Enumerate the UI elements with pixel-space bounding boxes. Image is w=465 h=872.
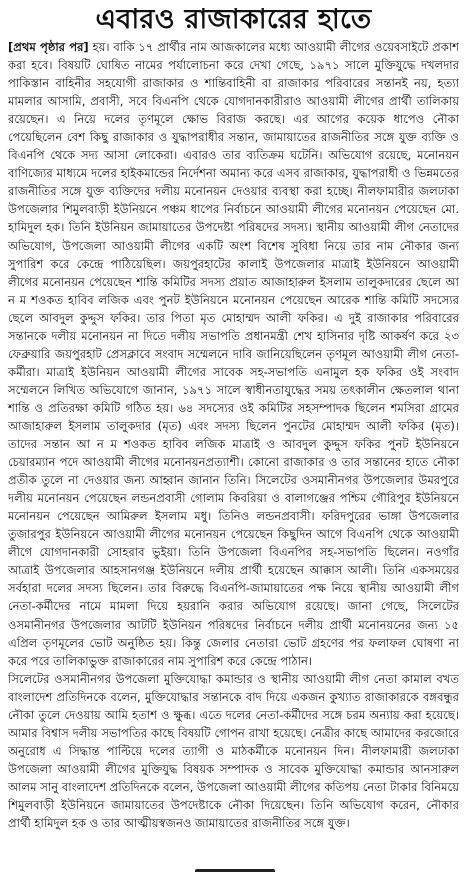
continued-from-label: [প্রথম পৃষ্ঠার পর] [8, 40, 89, 54]
article-paragraph [8, 38, 459, 670]
article-body [8, 38, 459, 832]
clipping-edge [0, 868, 465, 872]
newspaper-clipping [0, 2, 465, 872]
headline: এবারও রাজাকারের হাতে [95, 4, 372, 35]
article-paragraph: সিলেটের ওসমানীনগর উপজেলা মুক্তিযোদ্ধা কমান্ডার ও স্থানীয় আওয়ামী লীগ নেতা কামাল বখত বাংলাদেশ প্রতিদিনকে বলেন, মুক্তিযোদ্ধার সন্তানকে বাদ দিয়ে একজন কুখ্যাত রাজাকারকে বঙ্গবন্ধুর নৌকা তুলে দেওয়ায় আমি হতাশ ও ক্ষুব্ধ। এতে দলের নেতা-কর্মীদের সঙ্গে চরম অন্যায় করা হয়েছে। আমার বিশ্বাস দলীয় সভাপতির কাছে বিষয়টি গোপন রাখা হয়েছে। নেত্রীর কাছে আমাদের করজোরে অনুরোধ এ সিদ্ধান্ত পাল্টিয়ে দলের ত্যাগী ও মাঠকর্মীকে মনোনয়ন দিন। নীলফামারী জলঢাকা উপজেলা আওয়ামী লীগের মুক্তিযুদ্ধ বিষয়ক সম্পাদক ও সাবেক মুক্তিযোদ্ধা কমান্ডার আনসারুল আলম সানু বাংলাদেশ প্রতিদিনকে বলেন, উপজেলা আওয়ামী লীগের কতিপয় নেতা টাকার বিনিময়ে শিমুলবাড়ী ইউনিয়নে জামায়াতের উপদেষ্টাকে নৌকা দিয়েছেন। তিনি অভিযোগ করেন, নৌকার প্রার্থী হামিদুল হক ও তার আত্মীয়স্বজনও জামায়াতের রাজনীতির সঙ্গে যুক্ত। [8, 671, 459, 831]
paragraph-text: হয়। বাকি ১৭ প্রার্থীর নাম আজকালের মধ্যে আওয়ামী লীগের ওয়েবসাইটে প্রকাশ করা হবে। বিষয়টি ঘোষিত নামের পর্যালোচনা করে দেখা গেছে, ১৯৭১ সালে মুক্তিযুদ্ধে দখলদার পাকিস্তান বাহিনীর সহযোগী রাজাকার ও শান্তিবাহিনী বা রাজাকার পরিবারের সন্তানই নয়, হত্যা মামলার আসামি, প্রবাসী, সবে বিএনপি থেকে যোগদানকারীরাও আওয়ামী লীগের প্রার্থী তালিকায় রয়েছেন। এ নিয়ে দলের তৃণমূলে ক্ষোভ বিরাজ করছে। এর আগের কয়েক ধাপেও নৌকা পেয়েছিলেন বেশ কিছু রাজাকার ও যুদ্ধাপরাধীর সন্তান, জামায়াতের রাজনীতির সঙ্গে যুক্ত ব্যক্তি ও বিএনপি থেকে সদ্য আসা লোকেরা। এবারও তার ব্যতিক্রম ঘটেনি। অভিযোগ রয়েছে, মনোনয়ন বাণিজ্যের মাধ্যমে দলের হাইকমান্ডের নির্দেশনা অমান্য করে এসব রাজাকার, যুদ্ধাপরাধী ও ভিন্নমতের রাজনীতির সঙ্গে যুক্ত ব্যক্তিদের দলীয় মনোনয়ন দেওয়ার ব্যবস্থা করা হচ্ছে। নীলফামারীর জলঢাকা উপজেলার শিমুলবাড়ী ইউনিয়নে পঞ্চম ধাপের নির্বাচনে আওয়ামী লীগের মনোনয়ন পেয়েছেন মো. হামিদুল হক। তিনি ইউনিয়ন জামায়াতের উপদেষ্টা পরিষদের সদস্য। স্থানীয় আওয়ামী লীগ নেতাদের অভিযোগ, উপজেলা আওয়ামী লীগের একটি অংশ বিশেষ সুবিধা নিয়ে তার নাম নৌকার জন্য সুপারিশ করে কেন্দ্রে পাঠিয়েছিল। জয়পুরহাটের কালাই উপজেলার মাত্রাই ইউনিয়নে আওয়ামী লীগের মনোনয়ন পেয়েছেন শান্তি কমিটির সদস্য প্রয়াত আজাহারুল ইসলাম তালুকদারের ছেলে আ ন ম শওকত হাবিব লজিক এবং পুনট ইউনিয়নে মনোনয়ন পেয়েছেন আরেক শান্তি কমিটি সদস্যের ছেলে আবদুল কুদ্দুস ফকির। তার পিতা মৃত মোহাম্মদ আলী ফকির। এ দুই রাজাকার পরিবারের সন্তানকে দলীয় মনোনয়ন না দিতে দলীয় সভাপতি প্রধানমন্ত্রী শেখ হাসিনার দৃষ্টি আকর্ষণ করে ২৩ ফেব্রুয়ারি জয়পুরহাট প্রেসক্লাবে সংবাদ সম্মেলনে দাবি জানিয়েছিলেন তৃণমূল আওয়ামী লীগ নেতা-কর্মীরা। মাত্রাই ইউনিয়ন আওয়ামী লীগের সাবেক সহ-সভাপতি এনামুল হক ফকির ওই সংবাদ সম্মেলনে লিখিত অভিযোগে জানান, ১৯৭১ সালে স্বাধীনতাযুদ্ধের সময় তৎকালীন ক্ষেতলাল থানা শান্তি ও প্রতিরক্ষা কমিটি গঠিত হয়। ৬৪ সদস্যের ওই কমিটির সহসম্পাদক ছিলেন শমসিরা গ্রামের আজাহারুল ইসলাম তালুকদার (মৃত) এবং সদস্য ছিলেন পুনটের মোহাম্মদ আলী ফকির (মৃত)। তাদের সন্তান আ ন ম শওকত হাবিব লজিক মাত্রাই ও আবদুল কুদ্দুস ফকির পুনট ইউনিয়নে চেয়ারম্যান পদে আওয়ামী লীগের মনোনয়নপ্রত্যাশী। কোনো রাজাকার ও তার সন্তানের হাতে নৌকা প্রতীক তুলে না দেওয়ার জন্য আহ্বান জানান তিনি। সিলেটের ওসমানীনগর উপজেলার উমরপুরে দলীয় মনোনয়ন পেয়েছেন লন্ডনপ্রবাসী গোলাম কিবরিয়া ও বালাগঞ্জের পশ্চিম গৌরিপুর ইউনিয়নে মনোনয়ন পেয়েছেন আমিরুল ইসলাম মধু। তিনিও লন্ডনপ্রবাসী। ফরিদপুরের ভাঙ্গা উপজেলার তুজারপুর ইউনিয়নে আওয়ামী লীগের মনোনয়ন পেয়েছেন কিছুদিন আগে বিএনপি থেকে আওয়ামী লীগে যোগদানকারী সোহরাব ভুইয়া। তিনি উপজেলা বিএনপির সহ-সভাপতি ছিলেন। নওগাঁর আত্রাই উপজেলার আহসানগঞ্জ ইউনিয়নে দলীয় প্রার্থী হয়েছেন আক্কাস আলী। তিনি একসময়ের সর্বহারা দলের সদস্য ছিলেন। তার বিরুদ্ধে বিএনপি-জামায়াতের পক্ষ নিয়ে স্থানীয় আওয়ামী লীগ নেতা-কর্মীদের নামে মামলা দিয়ে হয়রানি করার অভিযোগ রয়েছে। জানা গেছে, সিলেটের ওসমানীনগর উপজেলার আটটি ইউনিয়ন পরিষদের নির্বাচনে দলীয় প্রার্থী মনোনয়নের জন্য ১৫ এপ্রিল তৃণমূলের ভোট অনুষ্ঠিত হয়। কিন্তু জেলার নেতারা ভোট গ্রহণের পর ফলাফল ঘোষণা না করে পরে তালিকাভুক্ত রাজাকারের নাম সুপারিশ করে কেন্দ্রে পাঠান। [8, 40, 459, 668]
